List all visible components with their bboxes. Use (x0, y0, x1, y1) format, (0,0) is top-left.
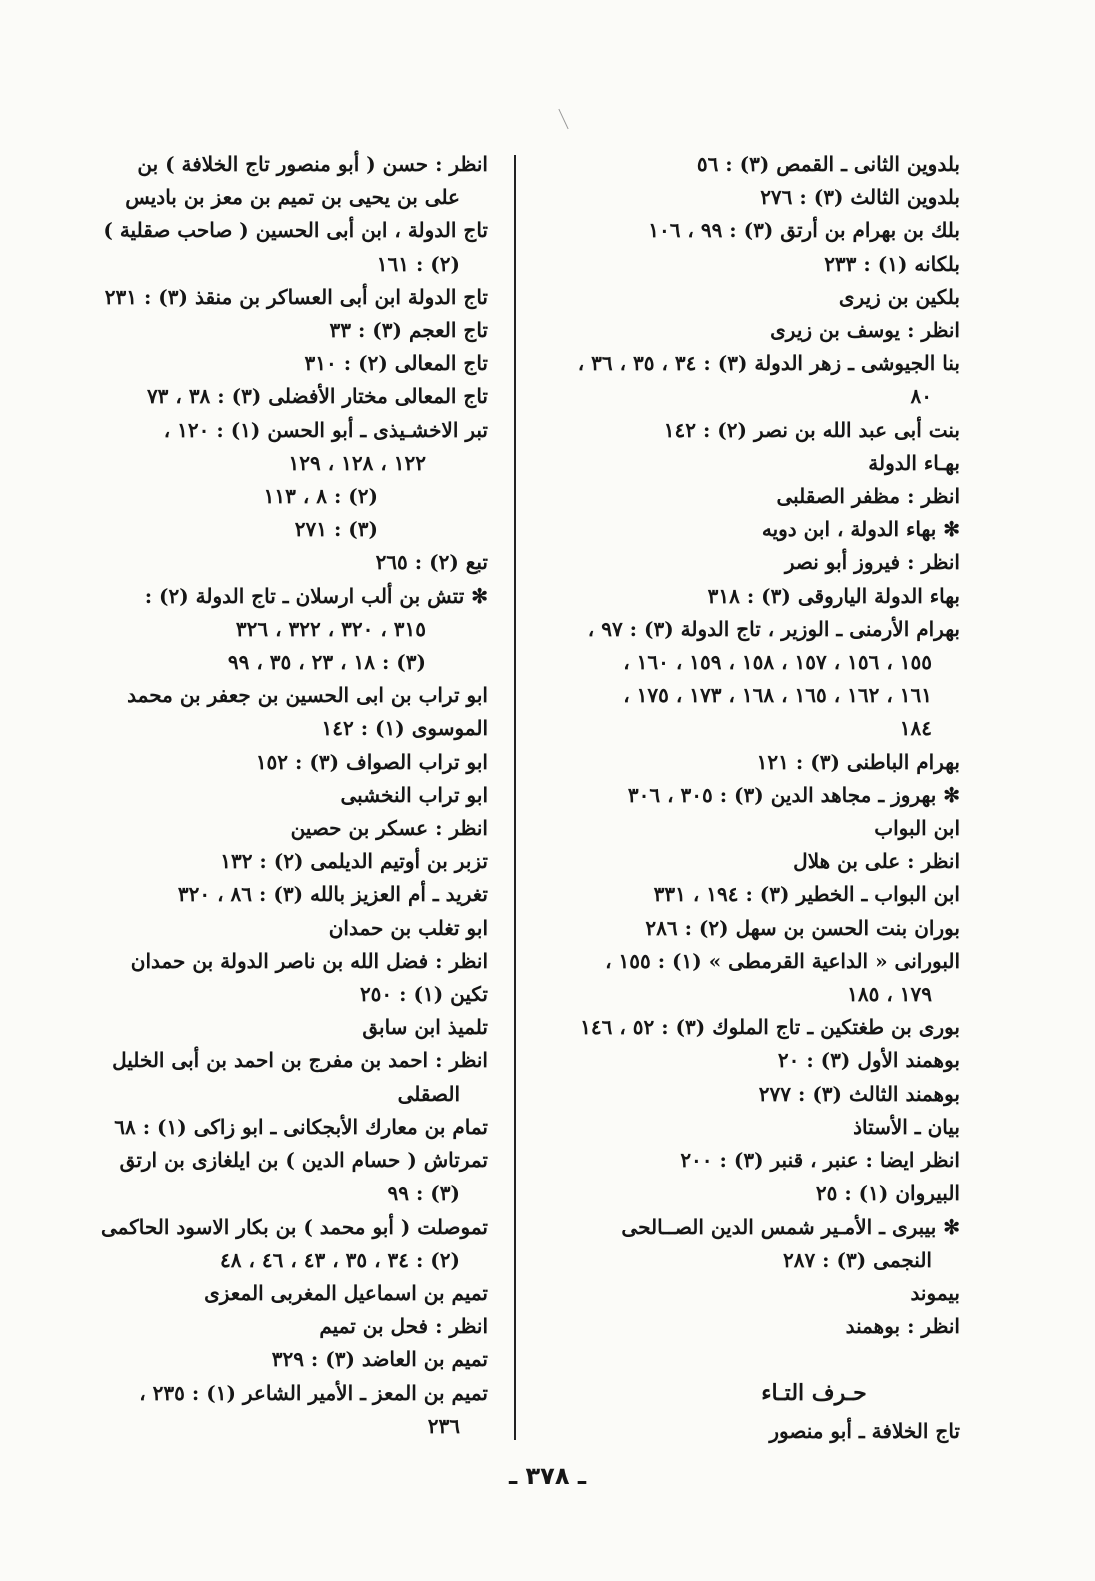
index-entry: تمام بن معارك الأبجكانى ـ ابو زاكى (١) : ٦٨ (114, 1114, 488, 1139)
index-entry: تاج المعالى (٢) : ٣١٠ (304, 351, 488, 376)
index-entry: انظر : يوسف بن زيرى (770, 318, 960, 343)
index-entry: بوران بنت الحسن بن سهل (٢) : ٢٨٦ (645, 915, 960, 940)
index-entry: (٢) : ٣٤ ، ٣٥ ، ٤٣ ، ٤٦ ، ٤٨ (220, 1247, 460, 1272)
index-entry: تموصلت ( أبو محمد ) بن بكار الاسود الحاكمى (101, 1214, 488, 1239)
index-entry: تاج الدولة ابن أبى العساكر بن منقذ (٣) : ٢٣١ (104, 284, 488, 309)
index-entry: تبر الاخشـيذى ـ أبو الحسن (١) : ١٢٠ ، (163, 417, 488, 442)
page-number: ـ ٣٧٨ ـ (508, 1462, 587, 1490)
index-entry: ١٥٥ ، ١٥٦ ، ١٥٧ ، ١٥٨ ، ١٥٩ ، ١٦٠ ، (623, 650, 932, 675)
index-entry: ابو تراب النخشبى (340, 782, 488, 807)
index-entry: بهاء الدولة الياروقى (٣) : ٣١٨ (707, 583, 960, 608)
index-entry: تميم بن العاضد (٣) : ٣٢٩ (271, 1347, 488, 1372)
index-entry: تلميذ ابن سابق (362, 1015, 488, 1040)
index-entry: تاج المعالى مختار الأفضلى (٣) : ٣٨ ، ٧٣ (146, 384, 488, 409)
section-heading: حـرف التـاء (761, 1380, 867, 1407)
index-entry: بهرام الباطنى (٣) : ١٢١ (756, 749, 960, 774)
index-entry: على بن يحيى بن تميم بن معز بن باديس (125, 185, 460, 210)
index-entry: ✻ بهروز ـ مجاهد الدين (٣) : ٣٠٥ ، ٣٠٦ (627, 782, 960, 807)
index-entry: تميم بن اسماعيل المغربى المعزى (204, 1280, 488, 1305)
index-entry: بهـاء الدولة (868, 450, 960, 475)
index-entry: بنا الجيوشى ـ زهر الدولة (٣) : ٣٤ ، ٣٥ ، ٣٦ ، (577, 351, 960, 376)
index-entry: بنت أبى عبد الله بن نصر (٢) : ١٤٢ (663, 417, 960, 442)
index-entry: ١٨٤ (899, 716, 932, 741)
index-entry: تزبر بن أوتيم الديلمى (٢) : ١٣٢ (220, 849, 488, 874)
index-entry: (٣) : ٢٧١ (294, 517, 378, 542)
index-entry: بلك بن بهرام بن أرتق (٣) : ٩٩ ، ١٠٦ (648, 218, 960, 243)
index-entry: انظر : احمد بن مفرج بن احمد بن أبى الخليل (112, 1048, 488, 1073)
index-entry: النجمى (٣) : ٢٨٧ (782, 1247, 932, 1272)
index-entry: بورى بن طغتكين ـ تاج الملوك (٣) : ٥٢ ، ١٤٦ (580, 1015, 960, 1040)
index-entry: ابن البواب (874, 816, 960, 841)
index-entry: البورانى « الداعية القرمطى » (١) : ١٥٥ ، (605, 948, 960, 973)
index-entry: (٢) : ٨ ، ١١٣ (263, 484, 378, 509)
index-entry: ابو تغلب بن حمدان (328, 915, 488, 940)
index-entry: ✻ بيبرى ـ الأمـير شمس الدين الصــالحى (621, 1214, 960, 1239)
index-entry: تبع (٢) : ٢٦٥ (375, 550, 488, 575)
index-entry: ٢٣٦ (427, 1413, 460, 1438)
index-entry: بلدوين الثالث (٣) : ٢٧٦ (760, 185, 960, 210)
index-entry: ✻ بهاء الدولة ، ابن دويه (761, 517, 960, 542)
index-entry: انظر : فحل بن تميم (319, 1314, 488, 1339)
index-entry: ابو تراب الصواف (٣) : ١٥٢ (255, 749, 488, 774)
index-entry: بلكين بن زيرى (838, 284, 960, 309)
index-entry: ابو تراب بن ابى الحسين بن جعفر بن محمد (127, 683, 488, 708)
index-entry: بلدوين الثانى ـ القمص (٣) : ٥٦ (696, 152, 960, 176)
index-entry: (٢) : ١٦١ (376, 251, 460, 276)
index-entry: انظر : عسكر بن حصين (290, 816, 488, 841)
index-entry: الموسوى (١) : ١٤٢ (321, 716, 488, 741)
index-entry: انظر ايضا : عنبر ، قنبر (٣) : ٢٠٠ (680, 1148, 960, 1173)
index-entry: تمرتاش ( حسام الدين ) بن ايلغازى بن ارتق (119, 1148, 488, 1173)
index-entry: ١٧٩ ، ١٨٥ (847, 982, 932, 1007)
column-divider (514, 155, 516, 1440)
index-entry: ✻ تتش بن ألب ارسلان ـ تاج الدولة (٢) : (144, 583, 488, 608)
scan-speck (558, 109, 568, 129)
index-column-right (548, 148, 960, 1448)
index-entry: انظر : حسن ( أبو منصور تاج الخلافة ) بن (137, 152, 488, 176)
index-entry: بيموند (910, 1280, 960, 1305)
index-entry: تغريد ـ أم العزيز بالله (٣) : ٨٦ ، ٣٢٠ (177, 882, 488, 907)
index-entry: تاج العجم (٣) : ٣٣ (329, 318, 488, 343)
index-entry: بوهمند الأول (٣) : ٢٠ (777, 1048, 960, 1073)
index-entry: تاج الدولة ، ابن أبى الحسين ( صاحب صقلية ) (103, 218, 488, 243)
index-entry: تكين (١) : ٢٥٠ (359, 982, 488, 1007)
index-entry: الصقلى (397, 1081, 460, 1106)
index-entry: تاج الخلافة ـ أبو منصور (769, 1418, 960, 1443)
index-entry: انظر : على بن هلال (793, 849, 960, 874)
index-entry: بلكانه (١) : ٢٣٣ (824, 251, 960, 276)
index-entry: ٨٠ (910, 384, 932, 409)
index-entry: بهرام الأرمنى ـ الوزير ، تاج الدولة (٣) : ٩٧ ، (587, 616, 960, 641)
index-entry: بوهمند الثالث (٣) : ٢٧٧ (758, 1081, 960, 1106)
index-entry: (٣) : ١٨ ، ٢٣ ، ٣٥ ، ٩٩ (227, 650, 426, 675)
index-entry: انظر : بوهمند (845, 1314, 960, 1339)
index-entry: ٣١٥ ، ٣٢٠ ، ٣٢٢ ، ٣٢٦ (235, 616, 426, 641)
index-entry: ١٢٢ ، ١٢٨ ، ١٢٩ (288, 450, 426, 475)
index-entry: بيان ـ الأستاذ (853, 1114, 960, 1139)
index-entry: (٣) : ٩٩ (387, 1181, 460, 1206)
index-entry: انظر : فيروز أبو نصر (784, 550, 960, 575)
index-column-left (70, 148, 488, 1443)
index-entry: ١٦١ ، ١٦٢ ، ١٦٥ ، ١٦٨ ، ١٧٣ ، ١٧٥ ، (623, 683, 932, 708)
index-entry: انظر : فضل الله بن ناصر الدولة بن حمدان (130, 948, 488, 973)
index-entry: البيروان (١) : ٢٥ (815, 1181, 960, 1206)
index-entry: انظر : مظفر الصقلبى (776, 484, 960, 509)
index-entry: تميم بن المعز ـ الأمير الشاعر (١) : ٢٣٥ ، (139, 1380, 488, 1405)
index-entry: ابن البواب ـ الخطير (٣) : ١٩٤ ، ٣٣١ (653, 882, 960, 907)
